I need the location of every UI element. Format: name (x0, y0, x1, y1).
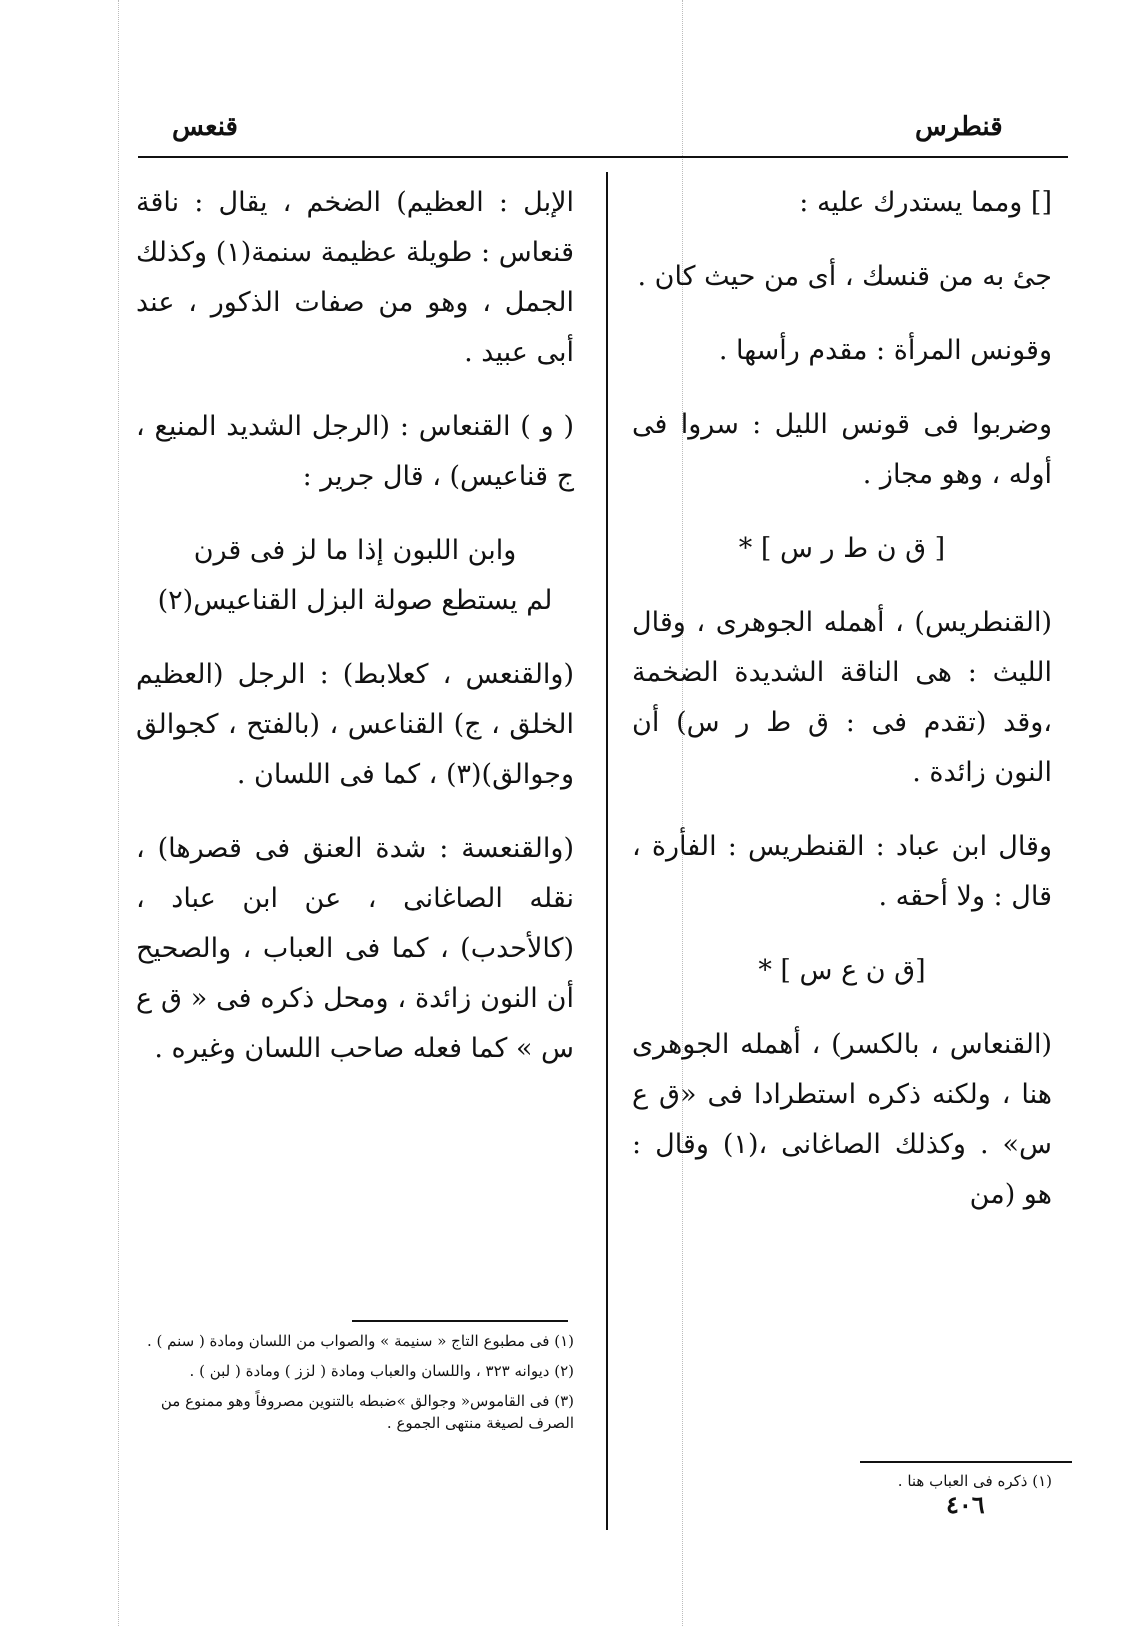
footnote: (١) ذكره فى العباب هنا . (897, 1472, 1052, 1490)
running-header-left: قنعس (172, 112, 238, 142)
paragraph: ( و ) القنعاس : (الرجل الشديد المنيع ، ج قناعيس) ، قال جرير : (136, 411, 574, 492)
paragraph: [] ومما يستدرك عليه : (799, 187, 1052, 218)
right-column (632, 178, 1052, 1244)
footnote-rule (352, 1320, 568, 1322)
entry-heading: [ق ن ع س ] * (758, 955, 926, 986)
paragraph: جئ به من قنسك ، أى من حيث كان . (637, 261, 1052, 292)
left-column (136, 178, 574, 1098)
column-divider (606, 172, 608, 1530)
paragraph: (القنطريس) ، أهمله الجوهرى ، وقال الليث : هى الناقة الشديدة الضخمة ،وقد (تقدم فى : ق ط ر س) أن النون زائدة . (632, 607, 1052, 788)
footnote: (٢) ديوانه ٣٢٣ ، واللسان والعباب ومادة ( لزز ) ومادة ( لبن ) . (189, 1362, 574, 1380)
footnote: (١) فى مطبوع التاج « سنيمة » والصواب من اللسان ومادة ( سنم ) . (146, 1332, 574, 1350)
footnote-rule (860, 1461, 1072, 1463)
entry-heading: [ ق ن ط ر س ] * (738, 533, 946, 564)
footnotes-left (136, 1330, 574, 1442)
paragraph: وضربوا فى قونس الليل : سروا فى أوله ، وهو مجاز . (632, 409, 1052, 490)
paragraph: (والقنعس ، كعلابط) : الرجل (العظيم الخلق ، ج) القناعس ، (بالفتح ، كجوالق وجوالق)(٣) ، كما فى اللسان . (136, 659, 574, 790)
header-rule (138, 156, 1068, 158)
paragraph: وقونس المرأة : مقدم رأسها . (718, 335, 1052, 366)
paragraph: الإبل : العظيم) الضخم ، يقال : ناقة قنعاس : طويلة عظيمة سنمة(١) وكذلك الجمل ، وهو من صفات الذكور ، عند أبى عبيد . (136, 187, 574, 368)
running-header-right: قنطرس (915, 112, 1003, 142)
verse-line: وابن اللبون إذا ما لز فى قرن (193, 535, 517, 566)
paragraph: وقال ابن عباد : القنطريس : الفأرة ، قال : ولا أحقه . (632, 831, 1052, 912)
scan-dotted-line (118, 0, 119, 1626)
poetry-verse (136, 526, 574, 626)
page-number: ٤٠٦ (946, 1490, 985, 1519)
verse-line: لم يستطع صولة البزل القناعيس(٢) (157, 585, 553, 616)
paragraph: (والقنعسة : شدة العنق فى قصرها) ، نقله الصاغانى ، عن ابن عباد ، (كالأحدب) ، كما فى العباب ، والصحيح أن النون زائدة ، ومحل ذكره فى « ق ع س » كما فعله صاحب اللسان وغيره . (136, 833, 574, 1064)
paragraph: (القنعاس ، بالكسر) ، أهمله الجوهرى هنا ، ولكنه ذكره استطرادا فى «ق ع س» . وكذلك الصاغانى ،(١) وقال : هو (من (632, 1029, 1053, 1210)
footnote: (٣) فى القاموس« وجوالق »ضبطه بالتنوين مصروفاً وهو ممنوع من الصرف لصيغة منتهى الجموع . (160, 1392, 574, 1432)
